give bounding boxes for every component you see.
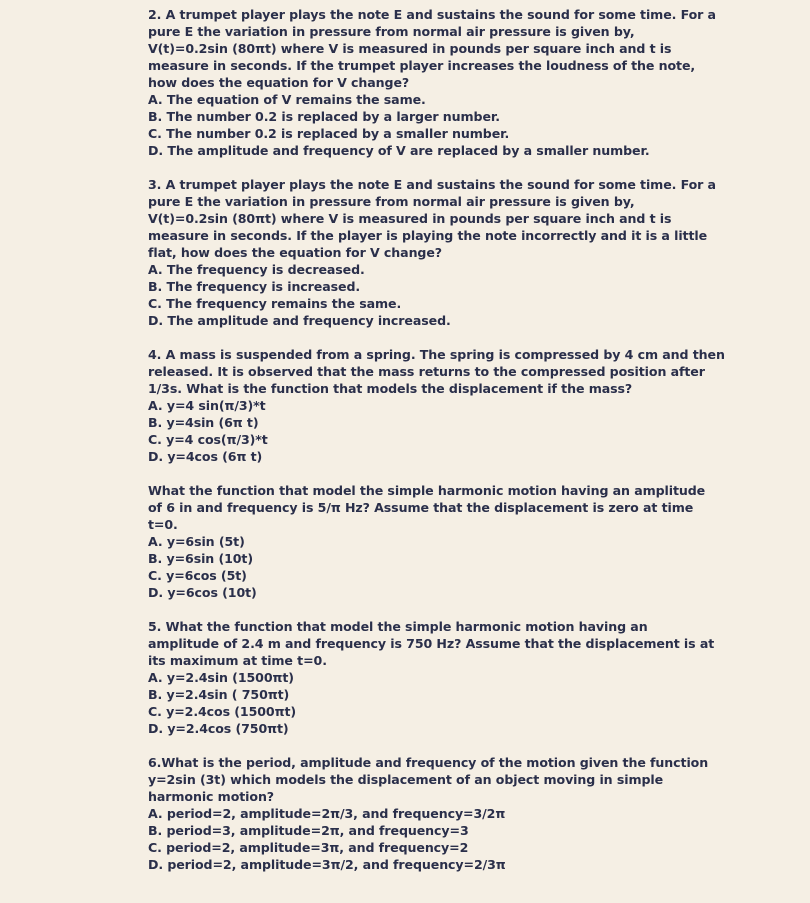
answer-option: D. y=6cos (10t) [148,585,257,600]
question-text-line: What the function that model the simple harmonic motion having an amplitude [148,483,706,498]
answer-option: C. y=2.4cos (1500πt) [148,704,297,719]
question-text-line: measure in seconds. If the player is playing the note incorrectly and it is a little [148,228,708,243]
answer-option: B. period=3, amplitude=2π, and frequency=3 [148,823,469,838]
question-block [148,6,716,159]
question-text-line: V(t)=0.2sin (80πt) where V is measured in pounds per square inch and t is [148,41,672,56]
question-block [148,482,706,601]
question-text-line: pure E the variation in pressure from normal air pressure is given by, [148,194,635,209]
question-text-line: y=2sin (3t) which models the displacement of an object moving in simple [148,772,664,787]
answer-option: B. The frequency is increased. [148,279,361,294]
question-text-line: measure in seconds. If the trumpet player increases the loudness of the note, [148,58,696,73]
answer-option: B. y=4sin (6π t) [148,415,259,430]
answer-option: D. period=2, amplitude=3π/2, and frequency=2/3π [148,857,506,872]
answer-option: D. y=4cos (6π t) [148,449,263,464]
answer-option: A. y=2.4sin (1500πt) [148,670,294,685]
question-text-line: 2. A trumpet player plays the note E and sustains the sound for some time. For a [148,7,716,22]
answer-option: B. The number 0.2 is replaced by a larger number. [148,109,500,124]
question-text-line: 5. What the function that model the simple harmonic motion having an [148,619,648,634]
answer-option: B. y=6sin (10t) [148,551,254,566]
question-text-line: pure E the variation in pressure from normal air pressure is given by, [148,24,635,39]
question-text-line: t=0. [148,517,178,532]
answer-option: C. y=4 cos(π/3)*t [148,432,268,447]
question-block [148,346,725,465]
question-text-line: of 6 in and frequency is 5/π Hz? Assume that the displacement is zero at time [148,500,694,515]
answer-option: A. period=2, amplitude=2π/3, and frequency=3/2π [148,806,506,821]
answer-option: A. The frequency is decreased. [148,262,365,277]
question-block [148,176,716,329]
answer-option: C. period=2, amplitude=3π, and frequency=2 [148,840,469,855]
answer-option: A. y=6sin (5t) [148,534,245,549]
question-text-line: harmonic motion? [148,789,275,804]
answer-option: A. y=4 sin(π/3)*t [148,398,266,413]
question-text-line: released. It is observed that the mass returns to the compressed position after [148,364,705,379]
answer-option: C. y=6cos (5t) [148,568,247,583]
answer-option: C. The number 0.2 is replaced by a smaller number. [148,126,510,141]
document-body [148,6,725,890]
question-text-line: how does the equation for V change? [148,75,410,90]
question-block [148,754,709,873]
question-text-line: 1/3s. What is the function that models the displacement if the mass? [148,381,633,396]
question-text-line: V(t)=0.2sin (80πt) where V is measured in pounds per square inch and t is [148,211,672,226]
question-text-line: amplitude of 2.4 m and frequency is 750 Hz? Assume that the displacement is at [148,636,715,651]
question-text-line: flat, how does the equation for V change? [148,245,442,260]
answer-option: A. The equation of V remains the same. [148,92,426,107]
question-block [148,618,715,737]
answer-option: D. y=2.4cos (750πt) [148,721,289,736]
question-text-line: 3. A trumpet player plays the note E and sustains the sound for some time. For a [148,177,716,192]
answer-option: C. The frequency remains the same. [148,296,402,311]
question-text-line: 4. A mass is suspended from a spring. The spring is compressed by 4 cm and then [148,347,725,362]
answer-option: D. The amplitude and frequency increased. [148,313,451,328]
question-text-line: 6.What is the period, amplitude and frequency of the motion given the function [148,755,709,770]
question-text-line: its maximum at time t=0. [148,653,327,668]
answer-option: B. y=2.4sin ( 750πt) [148,687,290,702]
answer-option: D. The amplitude and frequency of V are replaced by a smaller number. [148,143,650,158]
